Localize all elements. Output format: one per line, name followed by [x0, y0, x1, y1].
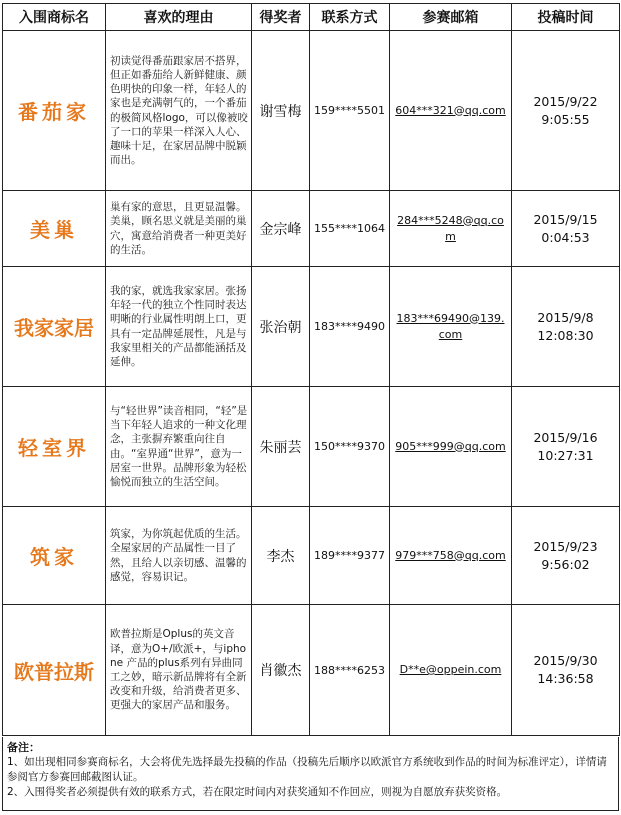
submit-date: 2015/9/23	[533, 538, 598, 554]
notes-line-1: 1、如出现相同参赛商标名，大会将优先选择最先投稿的作品（投稿先后顺序以欧派官方系统收到作品的时间为标准评定），详情请参阅官方参赛回邮截图认证。	[7, 756, 607, 783]
table-row	[3, 191, 620, 267]
submit-clock: 9:05:55	[541, 111, 590, 127]
submit-date: 2015/9/15	[533, 211, 598, 227]
winner-name: 朱丽芸	[252, 387, 310, 507]
table-header-row	[3, 4, 620, 31]
header-reason: 喜欢的理由	[106, 4, 252, 31]
brand-name: 轻室界	[3, 387, 106, 507]
notes-line-2: 2、入围得奖者必须提供有效的联系方式，若在限定时间内对获奖通知不作回应，则视为自愿放弃获奖资格。	[7, 786, 508, 798]
submit-clock: 0:04:53	[541, 229, 590, 245]
reason-text: 初读觉得番茄跟家居不搭界，但正如番茄给人新鲜健康、颜色明快的印象一样，年轻人的家也是充满朝气的，一个番茄的极简风格logo，可以像被咬了一口的苹果一样深入人心、趣味十足，在家居品牌中脱颖而出。	[106, 31, 252, 191]
email-link[interactable]: 284***5248@qq.com	[390, 191, 512, 267]
submit-time	[512, 507, 620, 605]
reason-text: 筑家，为你筑起优质的生活。全屋家居的产品属性一目了然，且给人以亲切感、温馨的感觉，容易识记。	[106, 507, 252, 605]
brand-name: 筑家	[3, 507, 106, 605]
submit-time	[512, 191, 620, 267]
table-row	[3, 387, 620, 507]
contact-phone: 189****9377	[310, 507, 390, 605]
winner-name: 张治朝	[252, 267, 310, 387]
submit-clock: 12:08:30	[537, 327, 594, 343]
reason-text: 与“轻世界”读音相同，“轻”是当下年轻人追求的一种文化理念，主张摒弃繁重向往自由。“室界通“世界”，意为一居室一世界。品牌形象为轻松愉悦而独立的生活空间。	[106, 387, 252, 507]
brand-name: 美巢	[3, 191, 106, 267]
header-contact: 联系方式	[310, 4, 390, 31]
submit-date: 2015/9/30	[533, 653, 598, 668]
winner-name: 肖徽杰	[252, 605, 310, 736]
submit-date: 2015/9/16	[533, 429, 598, 445]
header-time: 投稿时间	[512, 4, 620, 31]
submit-clock: 14:36:58	[537, 671, 594, 686]
winner-name: 谢雪梅	[252, 31, 310, 191]
contact-phone: 188****6253	[310, 605, 390, 736]
email-link[interactable]: 604***321@qq.com	[390, 31, 512, 191]
contact-phone: 183****9490	[310, 267, 390, 387]
contact-phone: 150****9370	[310, 387, 390, 507]
reason-text: 我的家，就选我家家居。张扬年轻一代的独立个性同时表达明晰的行业属性明朗上口，更具有一定品牌延展性，凡是与我家里相关的产品都能涵括及延伸。	[106, 267, 252, 387]
submit-time	[512, 267, 620, 387]
submit-time	[512, 605, 620, 736]
brand-name: 欧普拉斯	[3, 605, 106, 736]
winner-name: 金宗峰	[252, 191, 310, 267]
email-link[interactable]: 905***999@qq.com	[390, 387, 512, 507]
table-row	[3, 31, 620, 191]
contact-phone: 155****1064	[310, 191, 390, 267]
reason-text: 巢有家的意思，且更显温馨。美巢，顾名思义就是美丽的巢穴，寓意给消费者一种更美好的生活。	[106, 191, 252, 267]
finalists-table	[2, 3, 620, 736]
email-link[interactable]: D**e@oppein.com	[390, 605, 512, 736]
reason-text: 欧普拉斯是Oplus的英文音译，意为O+/欧派+，与iphone 产品的plus系列有异曲同工之妙，暗示新品牌将有全新改变和升级，给消费者更多、更强大的家居产品和服务。	[106, 605, 252, 736]
table-row	[3, 267, 620, 387]
submit-clock: 10:27:31	[537, 447, 594, 463]
submit-time	[512, 387, 620, 507]
brand-name: 番茄家	[3, 31, 106, 191]
email-link[interactable]: 183***69490@139.com	[390, 267, 512, 387]
submit-clock: 9:56:02	[541, 556, 590, 572]
header-winner: 得奖者	[252, 4, 310, 31]
notes-title: 备注：	[7, 741, 40, 754]
contact-phone: 159****5501	[310, 31, 390, 191]
header-brand: 入围商标名	[3, 4, 106, 31]
brand-name: 我家家居	[3, 267, 106, 387]
submit-date: 2015/9/22	[533, 93, 598, 109]
winner-name: 李杰	[252, 507, 310, 605]
header-email: 参赛邮箱	[390, 4, 512, 31]
table-row	[3, 507, 620, 605]
email-link[interactable]: 979***758@qq.com	[390, 507, 512, 605]
submit-time	[512, 31, 620, 191]
notes-section	[2, 737, 619, 811]
table-row	[3, 605, 620, 736]
submit-date: 2015/9/8	[537, 309, 594, 325]
